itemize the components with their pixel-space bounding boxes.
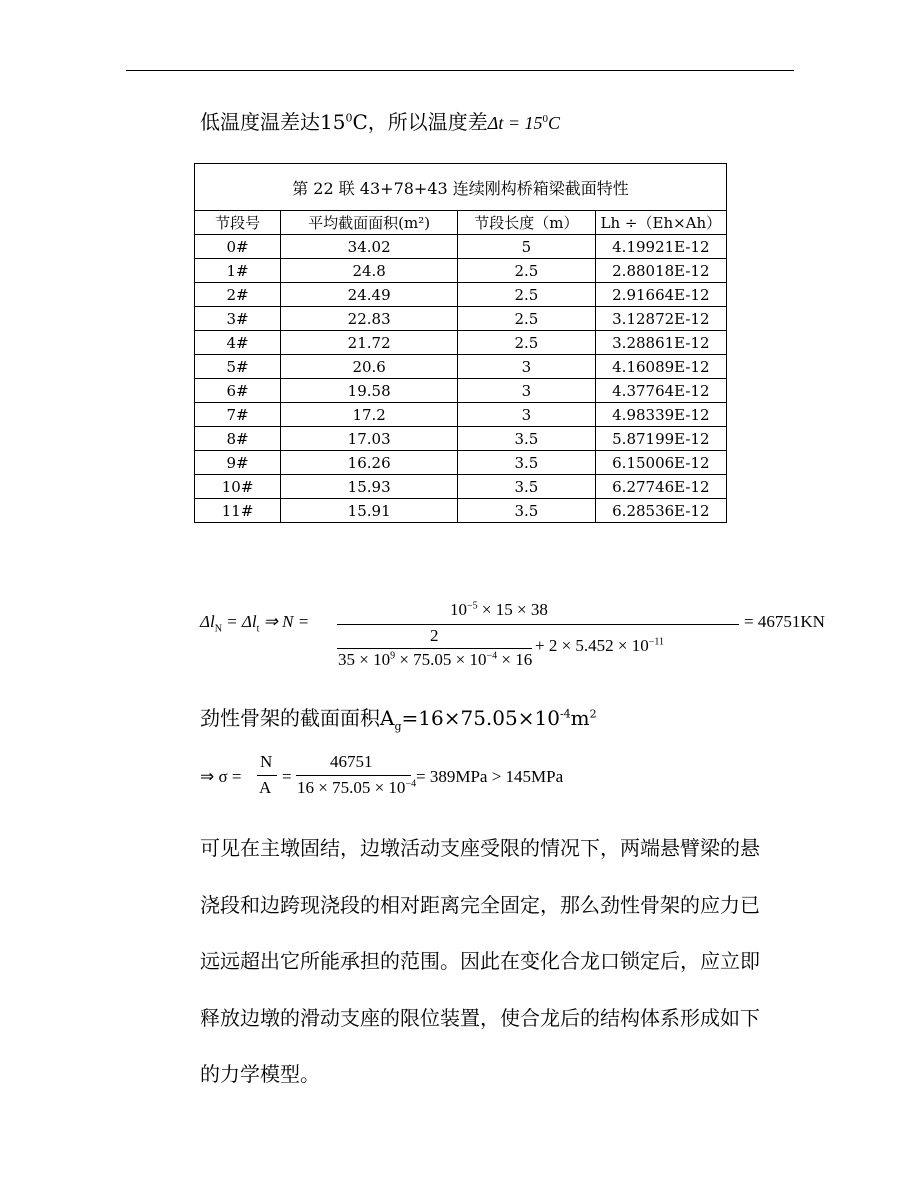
table-body [195,235,727,523]
paragraph-line: 释放边墩的滑动支座的限位装置，使合龙后的结构体系形成如下 [200,1005,760,1030]
area-line: 劲性骨架的截面面积$A_g=16\times 75.05\times 10^{-4}m^2$ [200,706,597,733]
table-cell: 6# [195,379,281,403]
table-header-row [195,211,727,235]
table-cell: 4.98339E-12 [595,403,726,427]
col-header-length: 节段长度（m） [458,211,596,235]
table-cell: 4.19921E-12 [595,235,726,259]
table-cell: 0# [195,235,281,259]
table-cell: 2# [195,283,281,307]
table-cell: 2.5 [458,259,596,283]
table-cell: 21.72 [281,331,458,355]
table-cell: 15.91 [281,499,458,523]
table-cell: 6.15006E-12 [595,451,726,475]
table-row [195,283,727,307]
table-cell: 11# [195,499,281,523]
table-title: 第 22 联 43+78+43 连续刚构桥箱梁截面特性 [195,164,727,211]
table-row [195,427,727,451]
table-cell: 24.8 [281,259,458,283]
table-cell: 10# [195,475,281,499]
col-header-ratio: Lh ÷（Eh×Ah） [595,211,726,235]
paragraph-line: 远远超出它所能承担的范围。因此在变化合龙口锁定后，应立即 [200,949,760,973]
paragraph-line: 浇段和边跨现浇段的相对距离完全固定，那么劲性骨架的应力已 [200,892,760,917]
stress-equation: ⇒ σ = N A = 46751 $16 \times 75.05 \times 10^{-4}$ = 389MPa > 145MPa [200,752,564,797]
table-cell: 20.6 [281,355,458,379]
table-row [195,451,727,475]
table-cell: 3 [458,403,596,427]
table-cell: 3.5 [458,427,596,451]
paragraph-line: 可见在主墩固结，边墩活动支座受限的情况下，两端悬臂梁的悬 [200,836,760,860]
table-cell: 3 [458,355,596,379]
table-cell: 9# [195,451,281,475]
table-cell: 24.49 [281,283,458,307]
table-cell: 4.16089E-12 [595,355,726,379]
table-cell: 2.5 [458,283,596,307]
table-cell: 3.5 [458,499,596,523]
table-row [195,475,727,499]
table-cell: 7# [195,403,281,427]
table-cell: 3.12872E-12 [595,307,726,331]
table-cell: 8# [195,427,281,451]
table-cell: 16.26 [281,451,458,475]
table-cell: 3.28861E-12 [595,331,726,355]
fraction-bar [337,624,739,625]
table-cell: 15.93 [281,475,458,499]
table-cell: 19.58 [281,379,458,403]
table-row [195,403,727,427]
table-row [195,331,727,355]
paragraph-line: 的力学模型。 [200,1062,320,1086]
table-cell: 5 [458,235,596,259]
table-cell: 4# [195,331,281,355]
col-header-segment: 节段号 [195,211,281,235]
table-cell: 3.5 [458,451,596,475]
table-cell: 3 [458,379,596,403]
intro-line: 低温度温差达$15^0C$，所以温度差$\Delta t = 15^0C$ [200,110,560,134]
force-equation: $\Delta l_N = \Delta l_t$ ⇒ N = $10^{-5} \times 15 \times 38$ 2 $35 \times 10^9 \times 75.05 \times 10^{-4} \times 16$ + $2 \times 5.452 \times 10^{-11}$ = 46751KN [200,600,825,669]
table-row [195,307,727,331]
table-row [195,355,727,379]
table-cell: 2.5 [458,307,596,331]
table-cell: 3# [195,307,281,331]
table-cell: 6.28536E-12 [595,499,726,523]
section-properties-table [194,163,727,523]
col-header-area: 平均截面面积(m²) [281,211,458,235]
table-cell: 2.5 [458,331,596,355]
table-cell: 17.2 [281,403,458,427]
table-row [195,379,727,403]
table-cell: 1# [195,259,281,283]
table-cell: 2.88018E-12 [595,259,726,283]
table-row [195,499,727,523]
table-cell: 4.37764E-12 [595,379,726,403]
table-cell: 17.03 [281,427,458,451]
header-rule [126,70,794,71]
table-cell: 6.27746E-12 [595,475,726,499]
table-cell: 5.87199E-12 [595,427,726,451]
table-row [195,235,727,259]
table-cell: 3.5 [458,475,596,499]
table-row [195,259,727,283]
table-cell: 34.02 [281,235,458,259]
conclusion-paragraph [200,820,800,1103]
table-cell: 2.91664E-12 [595,283,726,307]
table-cell: 22.83 [281,307,458,331]
inner-fraction-bar [337,648,532,649]
delta-t-formula: $\Delta t = 15^0C$ [487,113,560,133]
table-cell: 5# [195,355,281,379]
